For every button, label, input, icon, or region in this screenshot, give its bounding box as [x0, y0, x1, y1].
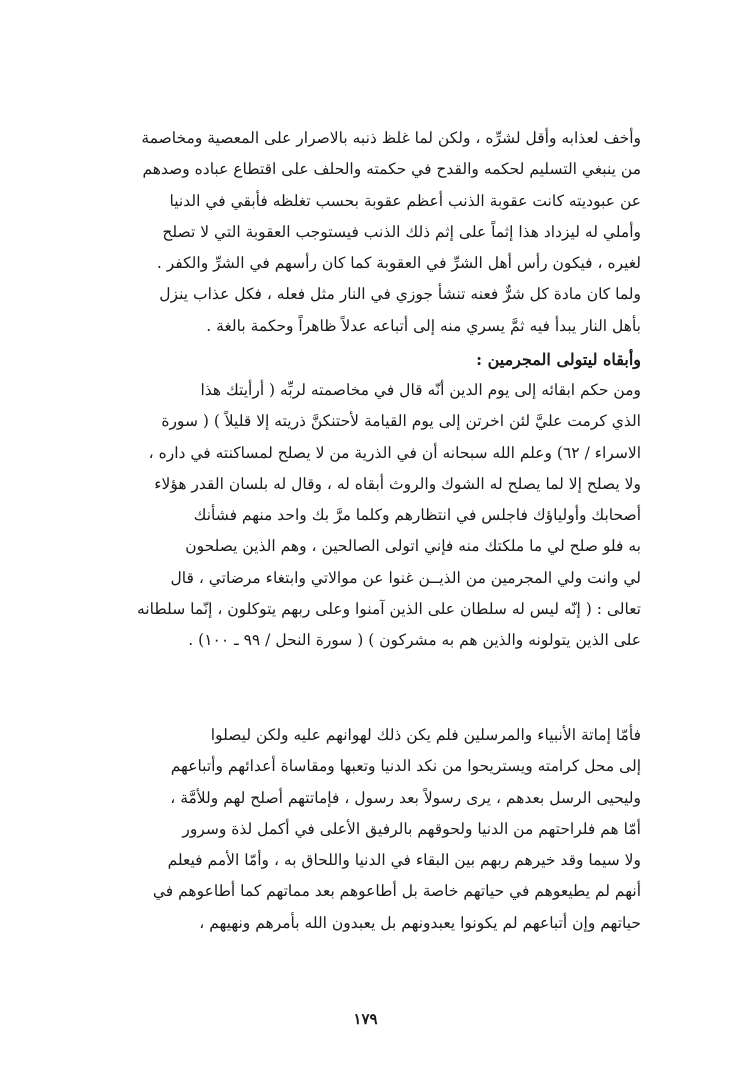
text-line: لغيره ، فيكون رأس أهل الشرِّ في العقوبة كما كان رأسهم في الشرِّ والكفر . [156, 254, 641, 273]
paragraph-3 [103, 720, 641, 939]
text-line: إلى محل كرامته ويستريحوا من نكد الدنيا وتعبها ومقاساة أعدائهم وأتباعهم [170, 757, 641, 776]
text-line: به فلو صلح لي ما ملكتك منه فإني اتولى الصالحين ، وهم الذين يصلحون [185, 537, 641, 556]
text-line: الاسراء / ٦٢) وعلم الله سبحانه أن في الذرية من لا يصلح لمساكنته في داره ، [148, 443, 641, 462]
section-heading: وأبقاه ليتولى المجرمين : [476, 350, 641, 369]
text-line: تعالى : ( إنّه ليس له سلطان على الذين آمنوا وعلى ربهم يتوكلون ، إنّما سلطانه [137, 600, 641, 619]
text-line: عن عبوديته كانت عقوبة الذنب أعظم عقوبة بحسب تغلظه فأبقي في الدنيا [169, 191, 641, 210]
text-line: وأملي له ليزداد هذا إثماً على إثم ذلك الذنب فيستوجب العقوبة التي لا تصلح [162, 222, 641, 241]
text-line: أمّا هم فلراحتهم من الدنيا ولحوقهم بالرفيق الأعلى في أكمل لذة وسرور [182, 819, 641, 838]
text-line: بأهل النار يبدأ فيه ثمَّ يسري منه إلى أتباعه عدلاً ظاهراً وحكمة بالغة . [206, 316, 641, 335]
page-number: ١٧٩ [353, 1010, 378, 1028]
paragraph-1 [103, 123, 641, 342]
text-line: وأخف لعذابه وأقل لشرِّه ، ولكن لما غلظ ذنبه بالاصرار على المعصية ومخاصمة [141, 129, 641, 147]
text-line: ومن حكم ابقائه إلى يوم الدين أنّه قال في مخاصمته لربِّه ( أرأيتك هذا [200, 381, 641, 399]
text-line: لي وانت ولي المجرمين من الذيــن غنوا عن موالاتي وابتغاء مرضاتي ، قال [170, 568, 641, 587]
text-line: على الذين يتولونه والذين هم به مشركون ) ( سورة النحل / ٩٩ ـ ١٠٠) . [188, 631, 641, 650]
text-line: أنهم لم يطيعوهم في حياتهم خاصة بل أطاعوهم بعد مماتهم كما أطاعوهم في [152, 882, 641, 901]
text-line: من ينبغي التسليم لحكمه والقدح في حكمته والحلف على اقتطاع عباده وصدهم [142, 160, 641, 179]
text-line: ولا يصلح إلا لما يصلح له الشوك والروث أبقاه له ، وقال له بلسان القدر هؤلاء [154, 474, 641, 493]
paragraph-2 [103, 375, 641, 657]
text-line: ولا سيما وقد خيرهم ربهم بين البقاء في الدنيا واللحاق به ، وأمّا الأمم فيعلم [167, 851, 641, 870]
text-line: حياتهم وإن أتباعهم لم يكونوا يعبدونهم بل يعبدون الله بأمرهم ونهيهم ، [199, 913, 641, 932]
text-line: وليحيى الرسل بعدهم ، يرى رسولاً بعد رسول ، فإماتتهم أصلح لهم وللأمَّة ، [170, 788, 641, 807]
text-line: الذي كرمت عليَّ لئن اخرتن إلى يوم القيامة لأحتنكنَّ ذريته إلا قليلاً ) ( سورة [161, 412, 641, 431]
text-line: فأمّا إماتة الأنبياء والمرسلين فلم يكن ذلك لهوانهم عليه ولكن ليصلوا [210, 726, 641, 744]
text-line: ولما كان مادة كل شرٌّ فعنه تنشأ جوزي في النار مثل فعله ، فكل عذاب ينزل [159, 285, 641, 304]
text-line: أصحابك وأولياؤك فاجلس في انتظارهم وكلما مرَّ بك واحد منهم فشأنك [193, 506, 641, 525]
